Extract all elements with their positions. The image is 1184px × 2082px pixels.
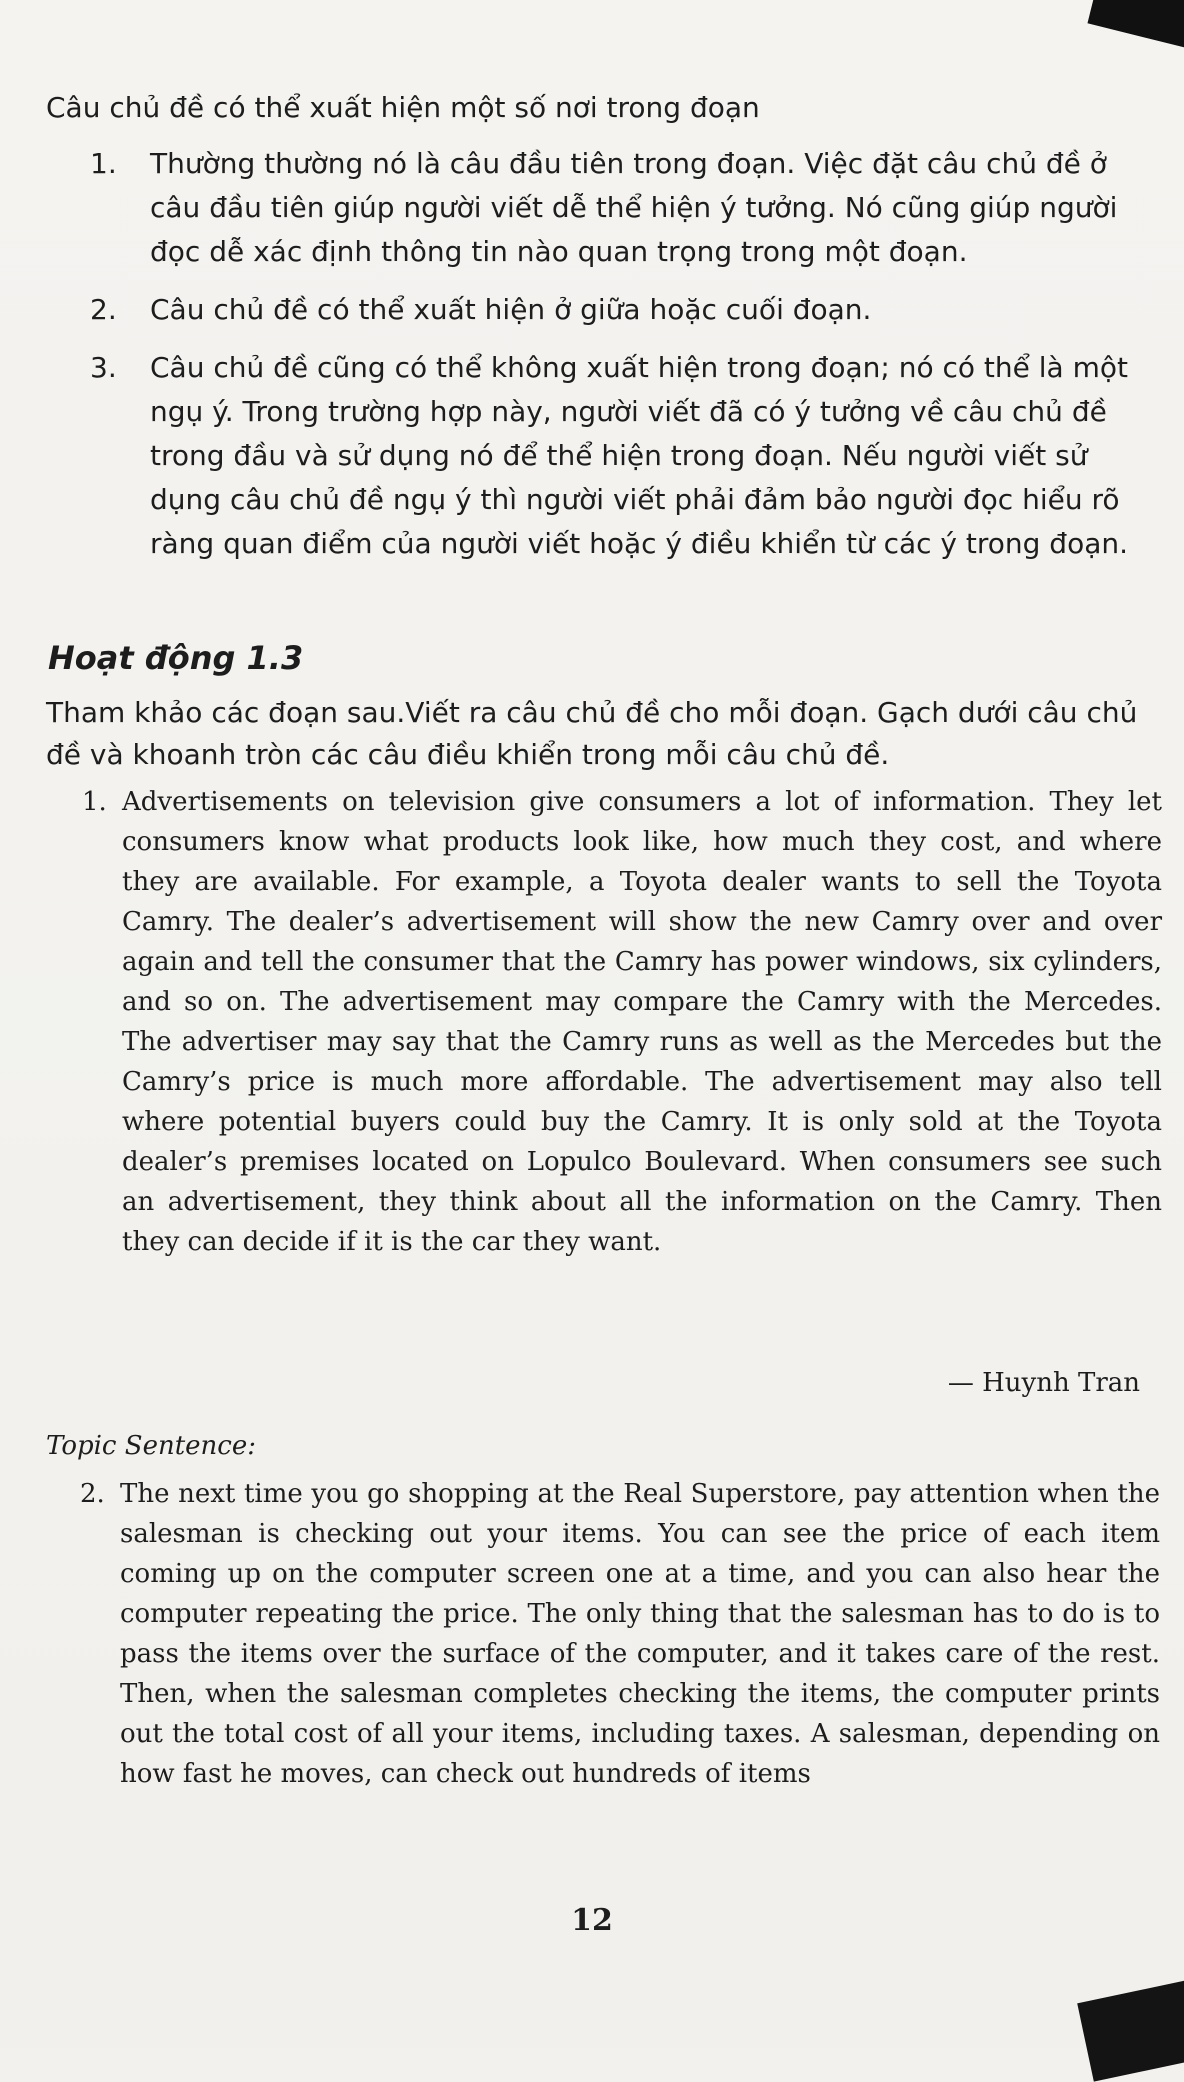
passage-text: The next time you go shopping at the Real Superstore, pay attention when the salesman is checking out your items. You can see the price of each item coming up on the computer screen one at a time, and you can also hear the computer repeating the price. The only thing that the salesman has to do is to pass the items over the surface of the computer, and it takes care of the rest. Then, when the salesman completes checking the items, the computer prints out the total cost of all your items, including taxes. A salesman, depending on how fast he moves, can check out hundreds of items bbox=[120, 1479, 1160, 1789]
activity-heading: Hoạt động 1.3 bbox=[48, 639, 304, 677]
passage-number: 2. bbox=[80, 1479, 105, 1509]
list-text: Câu chủ đề có thể xuất hiện ở giữa hoặc cuối đoạn. bbox=[150, 293, 872, 326]
list-number: 1. bbox=[90, 147, 117, 180]
list-item bbox=[90, 288, 1160, 332]
page-corner-shadow-bottom bbox=[1077, 1974, 1184, 2081]
page-corner-shadow bbox=[1087, 0, 1184, 55]
topic-sentence-label: Topic Sentence: bbox=[46, 1431, 256, 1461]
passage-1 bbox=[82, 782, 1162, 1262]
list-item bbox=[90, 346, 1160, 566]
intro-sentence: Câu chủ đề có thể xuất hiện một số nơi trong đoạn bbox=[46, 91, 760, 124]
page-number: 12 bbox=[571, 1903, 613, 1938]
list-text: Câu chủ đề cũng có thể không xuất hiện trong đoạn; nó có thể là một ngụ ý. Trong trường hợp này, người viết đã có ý tưởng về câu chủ đề trong đầu và sử dụng nó để thể hiện trong đoạn. Nếu người viết sử dụng câu chủ đề ngụ ý thì người viết phải đảm bảo người đọc hiểu rõ ràng quan điểm của người viết hoặc ý điều khiển từ các ý trong đoạn. bbox=[150, 351, 1129, 560]
list-number: 3. bbox=[90, 351, 117, 384]
passage-text: Advertisements on television give consumers a lot of information. They let consumers know what products look like, how much they cost, and where they are available. For example, a Toyota dealer wants to sell the Toyota Camry. The dealer’s advertisement will show the new Camry over and over again and tell the consumer that the Camry has power windows, six cylinders, and so on. The advertisement may compare the Camry with the Mercedes. The advertiser may say that the Camry runs as well as the Mercedes but the Camry’s price is much more affordable. The advertisement may also tell where potential buyers could buy the Camry. It is only sold at the Toyota dealer’s premises located on Lopulco Boulevard. When consumers see such an advertisement, they think about all the information on the Camry. Then they can decide if it is the car they want. bbox=[122, 787, 1162, 1257]
vn-list bbox=[90, 142, 1160, 580]
list-text: Thường thường nó là câu đầu tiên trong đoạn. Việc đặt câu chủ đề ở câu đầu tiên giúp người viết dễ thể hiện ý tưởng. Nó cũng giúp người đọc dễ xác định thông tin nào quan trọng trong một đoạn. bbox=[150, 147, 1118, 268]
list-number: 2. bbox=[90, 293, 117, 326]
attribution: — Huynh Tran bbox=[947, 1368, 1140, 1398]
activity-instruction: Tham khảo các đoạn sau.Viết ra câu chủ đề cho mỗi đoạn. Gạch dưới câu chủ đề và khoanh tròn các câu điều khiển trong mỗi câu chủ đề. bbox=[46, 696, 1138, 771]
passage-number: 1. bbox=[82, 787, 107, 817]
list-item bbox=[90, 142, 1160, 274]
passage-2 bbox=[80, 1474, 1160, 1794]
